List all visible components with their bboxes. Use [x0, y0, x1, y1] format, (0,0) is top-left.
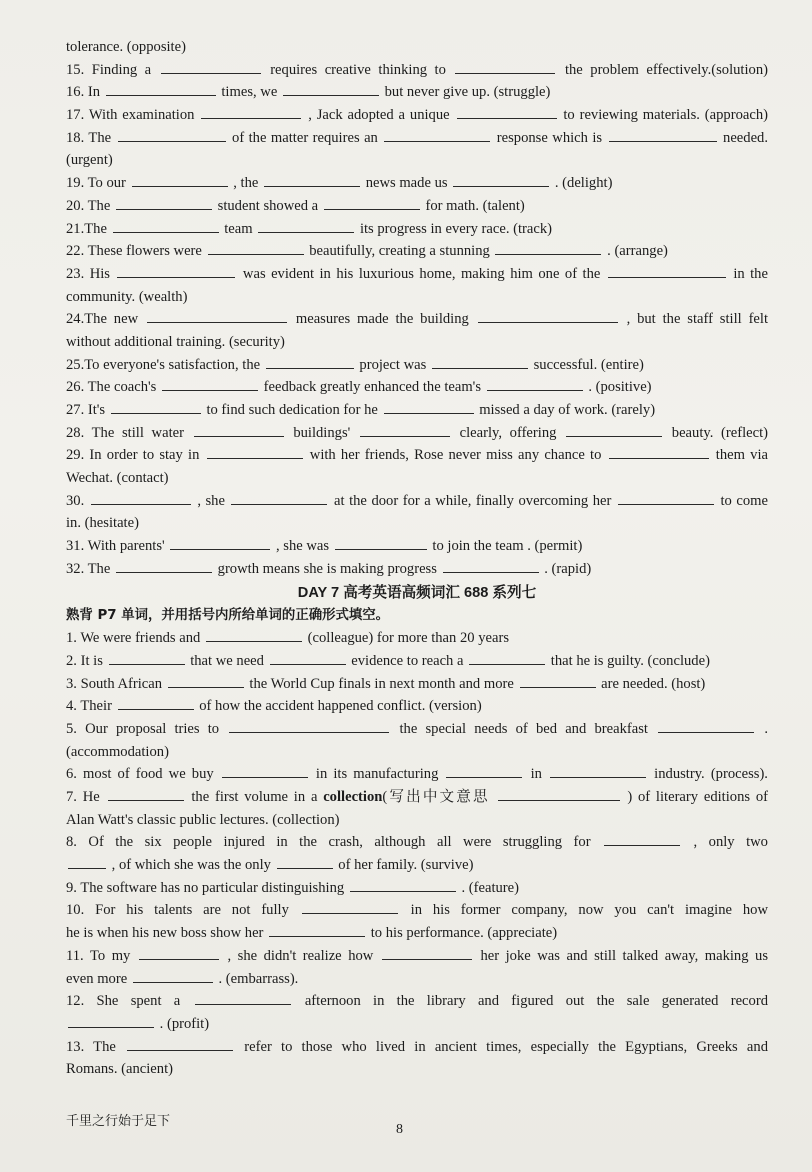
line-text: times, we	[221, 84, 278, 101]
line-text: . (arrange)	[607, 243, 668, 260]
exercise-line	[66, 149, 768, 172]
line-text: the problem effectively.(solution)	[564, 61, 768, 78]
line-text: 3. South African	[66, 675, 163, 692]
exercise-line	[66, 899, 768, 922]
exercise-line	[66, 490, 768, 513]
exercise-line	[66, 286, 768, 309]
line-text: 4. Their	[66, 698, 112, 715]
exercise-line	[66, 59, 768, 82]
line-text: 22. These flowers were	[66, 243, 202, 260]
line-text: 26. The coach's	[66, 379, 157, 396]
line-text: 28. The still water	[66, 424, 184, 441]
answer-blank[interactable]	[455, 60, 555, 74]
line-text: requires creative thinking to	[270, 61, 446, 78]
line-text: of how the accident happened conflict. (version)	[199, 698, 482, 715]
line-text: 11. To my	[66, 947, 131, 964]
exercise-line	[66, 1058, 768, 1081]
line-text: 13. The	[66, 1038, 116, 1055]
exercise-line	[66, 218, 768, 241]
line-text: news made us	[365, 175, 448, 192]
line-text: in its manufacturing	[315, 766, 439, 783]
exercise-line	[66, 354, 768, 377]
answer-blank[interactable]	[106, 82, 216, 96]
line-text: 5. Our proposal tries to	[66, 720, 220, 737]
line-text: 17. With examination	[66, 107, 195, 124]
answer-blank[interactable]	[91, 491, 191, 505]
answer-blank[interactable]	[231, 491, 327, 505]
answer-blank[interactable]	[161, 60, 261, 74]
answer-blank[interactable]	[113, 219, 219, 233]
line-text: response which is	[496, 129, 603, 146]
exercise-line	[66, 422, 768, 445]
footer-motto: 千里之行始于足下	[66, 1114, 171, 1129]
line-text: growth means she is making progress	[217, 560, 437, 577]
exercise-line	[66, 945, 768, 968]
line-text: clearly, offering	[459, 424, 557, 441]
line-text: community. (wealth)	[66, 288, 188, 305]
line-text: them via	[715, 447, 768, 464]
answer-blank[interactable]	[478, 309, 618, 323]
answer-blank[interactable]	[658, 719, 754, 733]
line-text: 32. The	[66, 560, 111, 577]
line-text: 24.The new	[66, 311, 139, 328]
answer-blank[interactable]	[609, 128, 717, 142]
line-text: 31. With parents'	[66, 538, 165, 555]
answer-blank[interactable]	[453, 173, 549, 187]
line-text: . (embarrass).	[218, 970, 299, 987]
answer-blank[interactable]	[207, 445, 303, 459]
line-text: in. (hesitate)	[66, 515, 139, 532]
exercise-line	[66, 650, 768, 673]
answer-blank[interactable]	[269, 923, 365, 937]
line-text: 21.The	[66, 220, 107, 237]
answer-blank[interactable]	[608, 264, 726, 278]
line-text: for math. (talent)	[425, 197, 525, 214]
exercise-section-continued	[66, 36, 768, 581]
answer-blank[interactable]	[264, 173, 360, 187]
answer-blank[interactable]	[609, 445, 709, 459]
exercise-line	[66, 36, 768, 59]
answer-blank[interactable]	[139, 946, 219, 960]
answer-blank[interactable]	[170, 536, 270, 550]
line-text: . (rapid)	[544, 560, 592, 577]
line-text: , but the staff still felt	[626, 311, 768, 328]
line-text: to find such dedication for he	[206, 402, 378, 418]
answer-blank[interactable]	[324, 196, 420, 210]
line-text: , of which she was the only	[111, 857, 271, 874]
exercise-line	[66, 1013, 768, 1036]
exercise-line	[66, 263, 768, 286]
line-text: but never give up. (struggle)	[384, 84, 551, 101]
line-text: industry. (process).	[654, 766, 768, 783]
answer-blank[interactable]	[520, 674, 596, 688]
line-text: , Jack adopted a unique	[308, 107, 450, 124]
line-text: are needed. (host)	[601, 675, 706, 692]
answer-blank[interactable]	[118, 128, 226, 142]
line-text: (colleague) for more than 20 years	[307, 630, 510, 647]
line-text: to come	[720, 492, 768, 509]
answer-blank[interactable]	[206, 628, 302, 642]
line-text: of the matter requires an	[232, 129, 378, 146]
keyword-bold: collection	[323, 789, 383, 805]
answer-blank[interactable]	[111, 400, 201, 414]
answer-blank[interactable]	[118, 696, 194, 710]
line-text: (accommodation)	[66, 743, 169, 760]
line-text: 1. We were friends and	[66, 630, 201, 647]
line-text: . (delight)	[554, 175, 613, 192]
answer-blank[interactable]	[147, 309, 287, 323]
exercise-line	[66, 741, 768, 764]
answer-blank[interactable]	[68, 1014, 154, 1028]
exercise-line	[66, 786, 768, 809]
answer-blank[interactable]	[495, 241, 601, 255]
exercise-line	[66, 718, 768, 741]
line-text: that we need	[190, 652, 264, 669]
line-text: team	[224, 220, 253, 237]
line-text: 2. It is	[66, 652, 103, 669]
answer-blank[interactable]	[168, 674, 244, 688]
line-text: beautifully, creating a stunning	[309, 243, 490, 260]
line-text: in	[530, 766, 542, 783]
answer-blank[interactable]	[108, 787, 184, 801]
answer-blank[interactable]	[487, 377, 583, 391]
answer-blank[interactable]	[443, 559, 539, 573]
day-title: DAY 7 高考英语高频词汇 688 系列七	[297, 584, 537, 601]
line-text: 23. His	[66, 265, 110, 282]
line-text: 15. Finding a	[66, 61, 152, 78]
answer-blank[interactable]	[277, 855, 333, 869]
answer-blank[interactable]	[229, 719, 389, 733]
line-text: 7. He	[66, 789, 100, 805]
line-text: 30.	[66, 492, 85, 509]
answer-blank[interactable]	[384, 400, 474, 414]
exercise-line	[66, 673, 768, 696]
exercise-line	[66, 444, 768, 467]
exercise-line	[66, 127, 768, 150]
line-text: , only two	[693, 834, 768, 851]
answer-blank[interactable]	[127, 1037, 233, 1051]
line-text: , she didn't realize how	[227, 947, 374, 964]
answer-blank[interactable]	[68, 855, 106, 869]
line-text: 20. The	[66, 197, 111, 214]
line-text: of her family. (survive)	[338, 857, 474, 874]
exercise-line	[66, 535, 768, 558]
exercise-line	[66, 763, 768, 786]
line-text: measures made the building	[295, 311, 469, 328]
exercise-line	[66, 331, 768, 354]
line-text: tolerance. (opposite)	[66, 39, 186, 55]
exercise-line	[66, 922, 768, 945]
answer-blank[interactable]	[132, 173, 228, 187]
line-text: to his performance. (appreciate)	[370, 925, 558, 942]
line-text: , she	[197, 492, 225, 509]
line-text: to join the team . (permit)	[432, 538, 583, 555]
line-text: the first volume in a	[191, 789, 324, 805]
exercise-line	[66, 104, 768, 127]
exercise-line	[66, 512, 768, 535]
line-text: feedback greatly enhanced the team's	[263, 379, 481, 396]
answer-blank[interactable]	[350, 878, 456, 892]
line-text: beauty. (reflect)	[671, 424, 768, 441]
line-text: its progress in every race. (track)	[359, 220, 553, 237]
line-text: needed.	[723, 129, 768, 146]
line-text: evidence to reach a	[351, 652, 464, 669]
answer-blank[interactable]	[266, 355, 354, 369]
line-text: at the door for a while, finally overcoming her	[334, 492, 612, 509]
exercise-line	[66, 831, 768, 854]
exercise-line	[66, 990, 768, 1013]
exercise-line	[66, 854, 768, 877]
exercise-line	[66, 558, 768, 581]
answer-blank[interactable]	[201, 105, 301, 119]
line-text: 27. It's	[66, 402, 106, 418]
answer-blank[interactable]	[360, 423, 450, 437]
line-text: with her friends, Rose never miss any chance to	[309, 447, 602, 464]
answer-blank[interactable]	[446, 764, 522, 778]
answer-blank[interactable]	[469, 651, 545, 665]
line-text: was evident in his luxurious home, making him one of the	[242, 265, 601, 282]
line-text: buildings'	[293, 424, 351, 441]
answer-blank[interactable]	[335, 536, 427, 550]
line-text: Wechat. (contact)	[66, 470, 169, 487]
exercise-section-day7	[66, 627, 768, 1081]
line-text: 19. To our	[66, 175, 126, 192]
line-text: the special needs of bed and breakfast	[399, 720, 648, 737]
line-text: the World Cup finals in next month and more	[249, 675, 514, 692]
exercise-line	[66, 376, 768, 399]
answer-blank[interactable]	[109, 651, 185, 665]
line-text: without additional training. (security)	[66, 333, 285, 350]
answer-blank[interactable]	[195, 991, 291, 1005]
line-text: Romans. (ancient)	[66, 1061, 173, 1078]
line-text: that he is guilty. (conclude)	[550, 652, 710, 669]
line-text: ) of literary editions of	[627, 789, 768, 805]
line-text: (urgent)	[66, 152, 113, 169]
line-text: , the	[233, 175, 259, 192]
answer-blank[interactable]	[382, 946, 472, 960]
exercise-line	[66, 877, 768, 900]
answer-blank[interactable]	[222, 764, 308, 778]
line-text: to reviewing materials. (approach)	[563, 107, 768, 124]
line-text: missed a day of work. (rarely)	[479, 402, 656, 418]
line-text: . (profit)	[159, 1015, 210, 1032]
answer-blank[interactable]	[194, 423, 284, 437]
line-text: 25.To everyone's satisfaction, the	[66, 356, 261, 373]
exercise-line	[66, 172, 768, 195]
line-text: her joke was and still talked away, making us	[480, 947, 768, 964]
instruction-text: 熟背 P7 单词，并用括号内所给单词的正确形式填空。	[66, 607, 390, 623]
exercise-line	[66, 240, 768, 263]
line-text: refer to those who lived in ancient times, especially the Egyptians, Greeks and	[244, 1038, 768, 1055]
line-text: he is when his new boss show her	[66, 925, 264, 942]
line-text: Alan Watt's classic public lectures. (collection)	[66, 811, 340, 828]
answer-blank[interactable]	[270, 651, 346, 665]
line-text: even more	[66, 970, 128, 987]
answer-blank[interactable]	[116, 559, 212, 573]
answer-blank[interactable]	[208, 241, 304, 255]
answer-blank[interactable]	[604, 832, 680, 846]
answer-blank[interactable]	[117, 264, 235, 278]
page-number: 8	[396, 1122, 403, 1137]
answer-blank[interactable]	[498, 787, 620, 801]
line-text: successful. (entire)	[533, 356, 644, 373]
line-text: project was	[359, 356, 427, 373]
line-text: 8. Of the six people injured in the crash, although all were struggling for	[66, 834, 591, 851]
exercise-line	[66, 968, 768, 991]
line-text: student showed a	[217, 197, 319, 214]
exercise-line	[66, 467, 768, 490]
line-text: 18. The	[66, 129, 112, 146]
line-text: (写出中文意思	[382, 789, 490, 805]
exercise-line	[66, 195, 768, 218]
exercise-line	[66, 399, 768, 422]
line-text: 9. The software has no particular distinguishing	[66, 879, 345, 896]
line-text: in his former company, now you can't imagine how	[410, 902, 768, 919]
answer-blank[interactable]	[550, 764, 646, 778]
line-text: .	[764, 720, 768, 737]
line-text: 16. In	[66, 84, 101, 101]
exercise-line	[66, 308, 768, 331]
line-text: 10. For his talents are not fully	[66, 902, 289, 919]
line-text: 6. most of food we buy	[66, 766, 214, 783]
exercise-line	[66, 81, 768, 104]
line-text: . (feature)	[461, 879, 520, 896]
answer-blank[interactable]	[302, 900, 398, 914]
line-text: 12. She spent a	[66, 993, 181, 1010]
answer-blank[interactable]	[162, 377, 258, 391]
line-text: afternoon in the library and figured out the sale generated record	[304, 993, 768, 1010]
answer-blank[interactable]	[566, 423, 662, 437]
exercise-line	[66, 695, 768, 718]
answer-blank[interactable]	[133, 969, 213, 983]
answer-blank[interactable]	[116, 196, 212, 210]
exercise-line	[66, 1036, 768, 1059]
line-text: . (positive)	[588, 379, 652, 396]
answer-blank[interactable]	[258, 219, 354, 233]
exercise-line	[66, 809, 768, 832]
answer-blank[interactable]	[432, 355, 528, 369]
answer-blank[interactable]	[384, 128, 490, 142]
line-text: , she was	[275, 538, 330, 555]
answer-blank[interactable]	[457, 105, 557, 119]
line-text: 29. In order to stay in	[66, 447, 200, 464]
answer-blank[interactable]	[618, 491, 714, 505]
answer-blank[interactable]	[283, 82, 379, 96]
line-text: in the	[733, 265, 768, 282]
exercise-line	[66, 627, 768, 650]
